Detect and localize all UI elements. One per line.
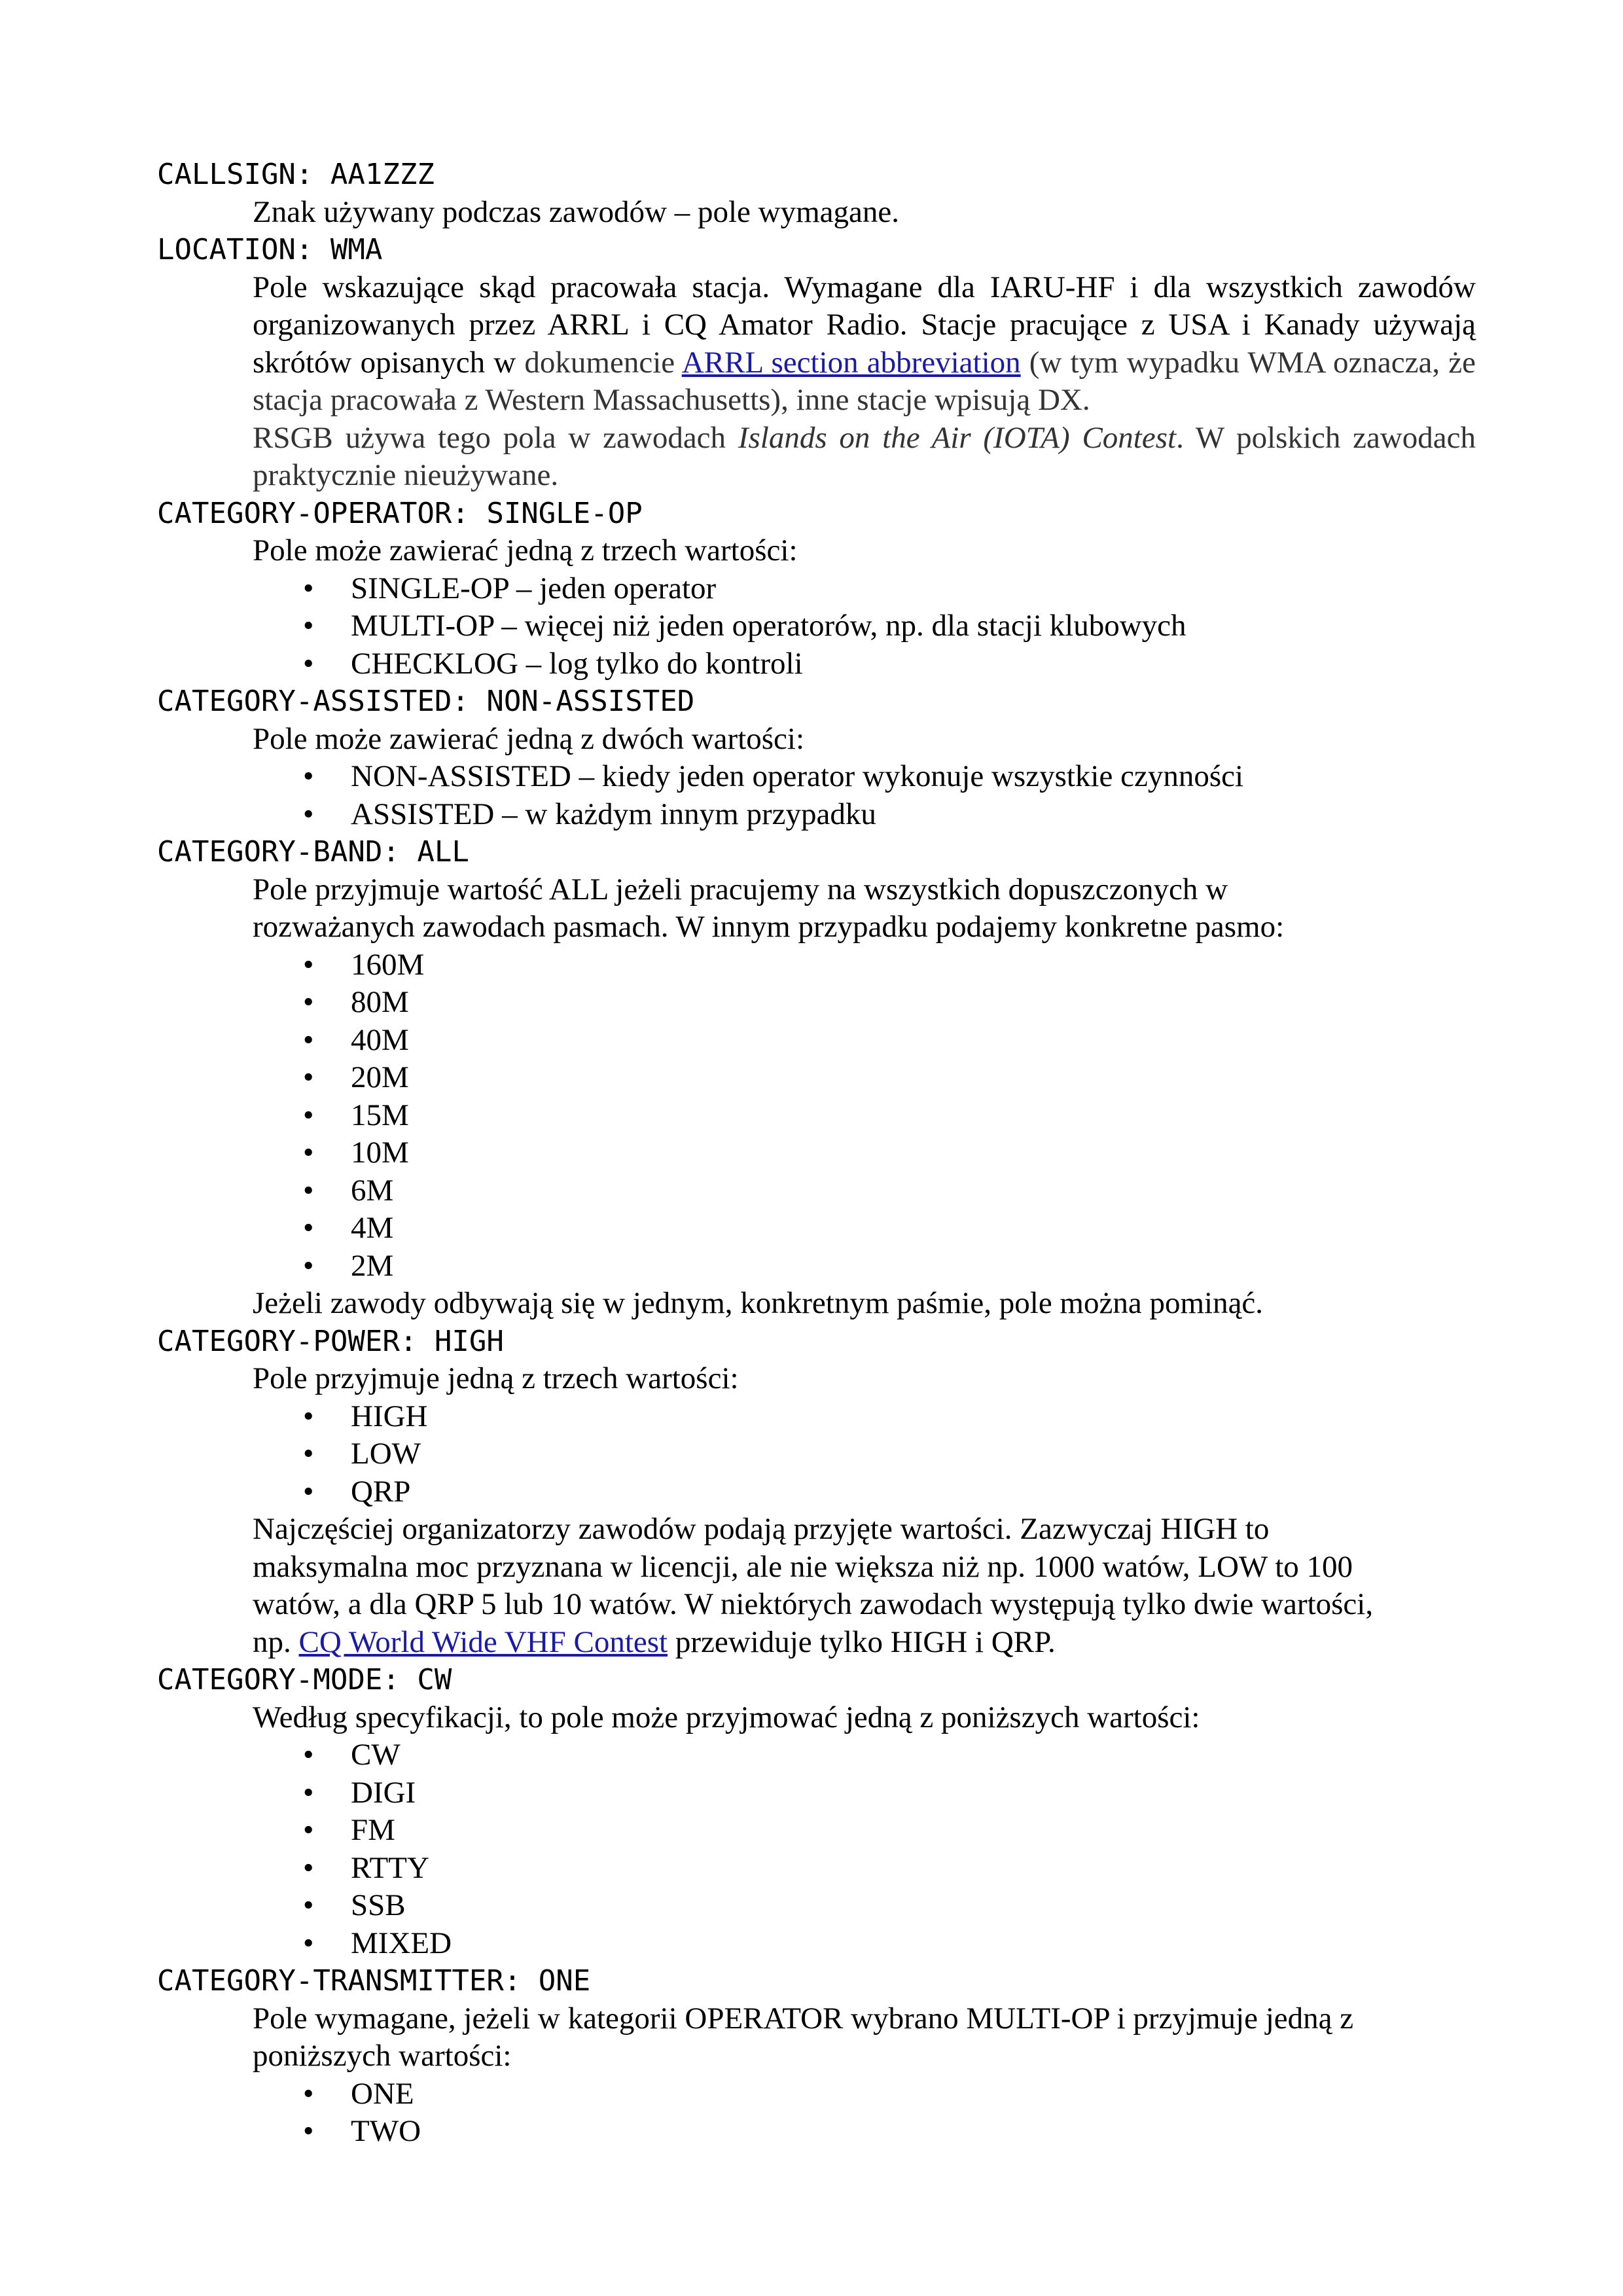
- text-span: np.: [253, 1624, 291, 1659]
- field-value: SINGLE-OP: [486, 496, 643, 530]
- field-key: CALLSIGN:: [157, 158, 313, 191]
- list-item: • ASSISTED – w każdym innym przypadku: [303, 796, 1476, 834]
- category-transmitter-description: [253, 2000, 1476, 2151]
- text-line: Pole przyjmuje wartość ALL jeżeli pracujemy na wszystkich dopuszczonych w: [253, 872, 1228, 906]
- description-text: Pole może zawierać jedną z trzech wartości:: [253, 533, 798, 567]
- field-category-operator: [157, 495, 1476, 533]
- text-span: przewiduje tylko HIGH i QRP.: [675, 1624, 1056, 1659]
- text-span: RSGB używa tego pola w zawodach: [253, 420, 726, 455]
- list-item: • LOW: [303, 1435, 1476, 1473]
- callsign-description: [253, 194, 1476, 232]
- power-note: [253, 1511, 1476, 1661]
- text-span: . W polskich zawodach praktycznie nieużywane.: [253, 420, 1476, 492]
- category-operator-description: [253, 532, 1476, 683]
- field-callsign: [157, 156, 1476, 194]
- list-item: • 80M: [303, 984, 1476, 1022]
- mode-values-list: [253, 1736, 1476, 1962]
- field-value: CW: [417, 1663, 452, 1696]
- field-key: LOCATION:: [157, 233, 313, 266]
- field-key: CATEGORY-ASSISTED:: [157, 685, 469, 718]
- field-key: CATEGORY-TRANSMITTER:: [157, 1964, 522, 1998]
- list-item: • CW: [303, 1736, 1476, 1774]
- text-line: rozważanych zawodach pasmach. W innym przypadku podajemy konkretne pasmo:: [253, 910, 1285, 944]
- iota-contest-name: Islands on the Air (IOTA) Contest: [738, 420, 1177, 455]
- field-key: CATEGORY-POWER:: [157, 1324, 418, 1358]
- field-value: WMA: [330, 233, 383, 266]
- cq-vhf-contest-link[interactable]: CQ World Wide VHF Contest: [298, 1624, 668, 1659]
- field-key: CATEGORY-BAND:: [157, 835, 400, 869]
- description-text: Pole przyjmuje jedną z trzech wartości:: [253, 1361, 739, 1395]
- field-category-mode: [157, 1661, 1476, 1699]
- field-value: AA1ZZZ: [330, 158, 435, 191]
- list-item: • TWO: [303, 2113, 1476, 2151]
- list-item: • MIXED: [303, 1925, 1476, 1963]
- list-item: • SINGLE-OP – jeden operator: [303, 570, 1476, 608]
- description-text: Pole może zawierać jedną z dwóch wartości:: [253, 721, 805, 756]
- power-values-list: [253, 1398, 1476, 1511]
- list-item: • 40M: [303, 1022, 1476, 1060]
- list-item: • 10M: [303, 1134, 1476, 1172]
- list-item: • DIGI: [303, 1774, 1476, 1812]
- list-item: • MULTI-OP – więcej niż jeden operatorów, np. dla stacji klubowych: [303, 607, 1476, 645]
- field-category-transmitter: [157, 1962, 1476, 2000]
- category-assisted-description: [253, 721, 1476, 834]
- list-item: • RTTY: [303, 1850, 1476, 1888]
- category-mode-description: [253, 1699, 1476, 1963]
- operator-values-list: [253, 570, 1476, 683]
- arrl-section-link[interactable]: ARRL section abbreviation: [681, 345, 1021, 380]
- list-item: • SSB: [303, 1887, 1476, 1925]
- list-item: • 4M: [303, 1210, 1476, 1247]
- field-value: NON-ASSISTED: [486, 685, 695, 718]
- list-item: • NON-ASSISTED – kiedy jeden operator wykonuje wszystkie czynności: [303, 758, 1476, 796]
- field-value: ONE: [538, 1964, 591, 1998]
- list-item: • 2M: [303, 1247, 1476, 1285]
- list-item: • 6M: [303, 1172, 1476, 1210]
- list-item: • FM: [303, 1812, 1476, 1850]
- band-values-list: [253, 946, 1476, 1285]
- field-category-power: [157, 1323, 1476, 1361]
- description-text: Według specyfikacji, to pole może przyjmować jedną z poniższych wartości:: [253, 1700, 1200, 1734]
- description-text: Znak używany podczas zawodów – pole wymagane.: [253, 194, 899, 229]
- transmitter-values-list: [253, 2075, 1476, 2151]
- text-span: dokumencie: [524, 345, 675, 380]
- category-band-description: [253, 871, 1476, 1323]
- location-description: [253, 269, 1476, 495]
- list-item: • CHECKLOG – log tylko do kontroli: [303, 645, 1476, 683]
- text-line: maksymalna moc przyznana w licencji, ale nie większa niż np. 1000 watów, LOW to 100: [253, 1549, 1353, 1584]
- list-item: • 15M: [303, 1097, 1476, 1135]
- document-page: [157, 156, 1476, 2151]
- text-span: Pole wskazujące skąd pracowała stacja. Wymagane dla IARU-HF i dla wszystkich zawodów organizowanych przez ARRL i CQ Amator Radio. Stacje pracujące z USA i Kanady używają skrótów opisanych w: [253, 270, 1476, 380]
- text-line: Pole wymagane, jeżeli w kategorii OPERATOR wybrano MULTI-OP i przyjmuje jedną z: [253, 2001, 1354, 2036]
- text-line: poniższych wartości:: [253, 2039, 512, 2073]
- description-text: [253, 2000, 1476, 2075]
- list-item: • 160M: [303, 946, 1476, 984]
- description-text: [253, 871, 1476, 946]
- list-item: • 20M: [303, 1059, 1476, 1097]
- text-line: watów, a dla QRP 5 lub 10 watów. W niektórych zawodach występują tylko dwie wartości,: [253, 1587, 1374, 1621]
- field-value: ALL: [417, 835, 469, 869]
- field-value: HIGH: [434, 1324, 504, 1358]
- text-line: Najczęściej organizatorzy zawodów podają przyjęte wartości. Zazwyczaj HIGH to: [253, 1512, 1270, 1546]
- category-power-description: [253, 1360, 1476, 1661]
- field-key: CATEGORY-MODE:: [157, 1663, 400, 1696]
- assisted-values-list: [253, 758, 1476, 833]
- rsgb-text: [253, 420, 1476, 495]
- list-item: • QRP: [303, 1473, 1476, 1511]
- band-note: Jeżeli zawody odbywają się w jednym, konkretnym paśmie, pole można pominąć.: [253, 1286, 1264, 1320]
- field-category-band: [157, 833, 1476, 871]
- description-text: [253, 269, 1476, 420]
- field-location: [157, 231, 1476, 269]
- list-item: • ONE: [303, 2075, 1476, 2113]
- list-item: • HIGH: [303, 1398, 1476, 1436]
- field-key: CATEGORY-OPERATOR:: [157, 496, 469, 530]
- text-span: (w tym wypadku WMA oznacza, że stacja pracowała z Western Massachusetts), inne stacje wpisują DX.: [253, 345, 1476, 417]
- field-category-assisted: [157, 683, 1476, 721]
